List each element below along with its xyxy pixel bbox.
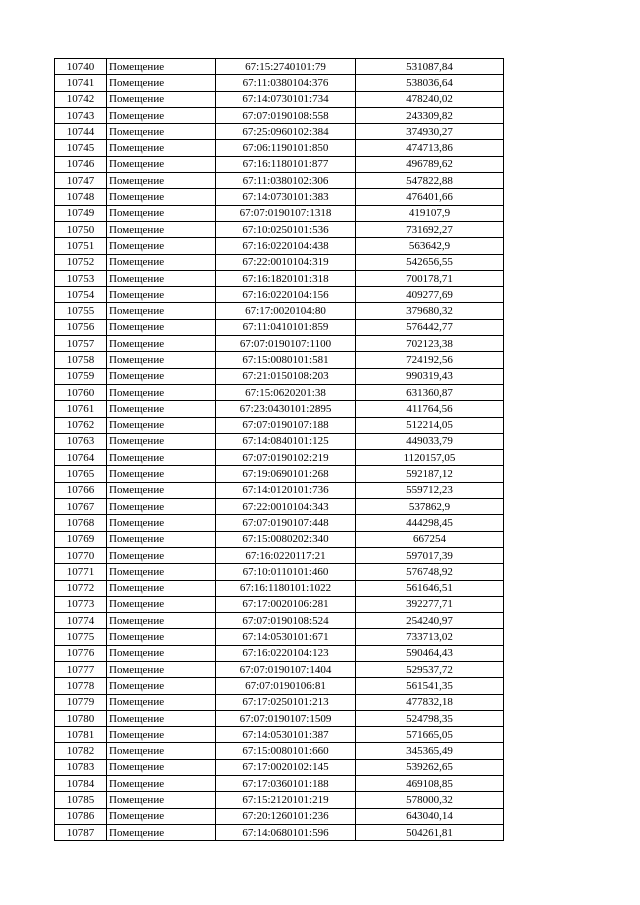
table-row — [55, 173, 504, 189]
cadastral-number-cell: 67:17:0250101:213 — [216, 694, 356, 710]
object-type-cell: Помещение — [107, 499, 216, 515]
cadastral-number-cell: 67:22:0010104:319 — [216, 254, 356, 270]
row-number-cell: 10775 — [55, 629, 107, 645]
object-type-cell: Помещение — [107, 205, 216, 221]
cadastral-number-cell: 67:14:0730101:383 — [216, 189, 356, 205]
table-row — [55, 776, 504, 792]
object-type-cell: Помещение — [107, 336, 216, 352]
row-number-cell: 10785 — [55, 792, 107, 808]
object-type-cell: Помещение — [107, 515, 216, 531]
table-row — [55, 238, 504, 254]
row-number-cell: 10756 — [55, 319, 107, 335]
table-row — [55, 808, 504, 824]
row-number-cell: 10758 — [55, 352, 107, 368]
table-body — [55, 59, 504, 841]
table-row — [55, 270, 504, 286]
row-number-cell: 10783 — [55, 759, 107, 775]
cadastral-value-cell: 477832,18 — [356, 694, 504, 710]
row-number-cell: 10762 — [55, 417, 107, 433]
row-number-cell: 10760 — [55, 384, 107, 400]
row-number-cell: 10759 — [55, 368, 107, 384]
object-type-cell: Помещение — [107, 743, 216, 759]
cadastral-number-cell: 67:07:0190107:1100 — [216, 336, 356, 352]
object-type-cell: Помещение — [107, 221, 216, 237]
table-row — [55, 759, 504, 775]
object-type-cell: Помещение — [107, 824, 216, 840]
row-number-cell: 10755 — [55, 303, 107, 319]
object-type-cell: Помещение — [107, 776, 216, 792]
cadastral-value-cell: 449033,79 — [356, 433, 504, 449]
row-number-cell: 10764 — [55, 450, 107, 466]
row-number-cell: 10782 — [55, 743, 107, 759]
cadastral-number-cell: 67:15:0080101:581 — [216, 352, 356, 368]
table-row — [55, 531, 504, 547]
object-type-cell: Помещение — [107, 759, 216, 775]
row-number-cell: 10773 — [55, 596, 107, 612]
table-row — [55, 221, 504, 237]
object-type-cell: Помещение — [107, 564, 216, 580]
cadastral-value-cell: 631360,87 — [356, 384, 504, 400]
cadastral-value-cell: 345365,49 — [356, 743, 504, 759]
object-type-cell: Помещение — [107, 531, 216, 547]
cadastral-number-cell: 67:17:0360101:188 — [216, 776, 356, 792]
row-number-cell: 10771 — [55, 564, 107, 580]
row-number-cell: 10772 — [55, 580, 107, 596]
cadastral-number-cell: 67:15:0080202:340 — [216, 531, 356, 547]
cadastral-number-cell: 67:11:0410101:859 — [216, 319, 356, 335]
cadastral-value-cell: 476401,66 — [356, 189, 504, 205]
cadastral-number-cell: 67:15:0620201:38 — [216, 384, 356, 400]
object-type-cell: Помещение — [107, 107, 216, 123]
table-row — [55, 352, 504, 368]
object-type-cell: Помещение — [107, 140, 216, 156]
cadastral-value-cell: 559712,23 — [356, 482, 504, 498]
cadastral-value-cell: 547822,88 — [356, 173, 504, 189]
cadastral-value-cell: 576748,92 — [356, 564, 504, 580]
table-row — [55, 613, 504, 629]
table-row — [55, 336, 504, 352]
cadastral-value-cell: 538036,64 — [356, 75, 504, 91]
cadastral-number-cell: 67:07:0190106:81 — [216, 678, 356, 694]
table-row — [55, 824, 504, 840]
cadastral-number-cell: 67:07:0190107:448 — [216, 515, 356, 531]
table-row — [55, 564, 504, 580]
object-type-cell: Помещение — [107, 629, 216, 645]
table-row — [55, 694, 504, 710]
table-row — [55, 59, 504, 75]
row-number-cell: 10753 — [55, 270, 107, 286]
row-number-cell: 10778 — [55, 678, 107, 694]
table-row — [55, 433, 504, 449]
table-row — [55, 743, 504, 759]
cadastral-value-cell: 512214,05 — [356, 417, 504, 433]
cadastral-value-cell: 563642,9 — [356, 238, 504, 254]
object-type-cell: Помещение — [107, 596, 216, 612]
cadastral-number-cell: 67:07:0190108:558 — [216, 107, 356, 123]
row-number-cell: 10761 — [55, 401, 107, 417]
cadastral-value-cell: 571665,05 — [356, 727, 504, 743]
cadastral-number-cell: 67:17:0020102:145 — [216, 759, 356, 775]
cadastral-value-cell: 561541,35 — [356, 678, 504, 694]
row-number-cell: 10768 — [55, 515, 107, 531]
cadastral-number-cell: 67:19:0690101:268 — [216, 466, 356, 482]
cadastral-value-cell: 419107,9 — [356, 205, 504, 221]
object-type-cell: Помещение — [107, 287, 216, 303]
cadastral-number-cell: 67:20:1260101:236 — [216, 808, 356, 824]
table-row — [55, 466, 504, 482]
table-row — [55, 450, 504, 466]
cadastral-value-cell: 700178,71 — [356, 270, 504, 286]
row-number-cell: 10752 — [55, 254, 107, 270]
cadastral-number-cell: 67:17:0020106:281 — [216, 596, 356, 612]
table-row — [55, 384, 504, 400]
row-number-cell: 10781 — [55, 727, 107, 743]
cadastral-number-cell: 67:06:1190101:850 — [216, 140, 356, 156]
object-type-cell: Помещение — [107, 661, 216, 677]
object-type-cell: Помещение — [107, 645, 216, 661]
table-row — [55, 75, 504, 91]
object-type-cell: Помещение — [107, 727, 216, 743]
table-row — [55, 401, 504, 417]
cadastral-value-cell: 392277,71 — [356, 596, 504, 612]
object-type-cell: Помещение — [107, 433, 216, 449]
cadastral-value-cell: 1120157,05 — [356, 450, 504, 466]
object-type-cell: Помещение — [107, 189, 216, 205]
object-type-cell: Помещение — [107, 156, 216, 172]
cadastral-number-cell: 67:21:0150108:203 — [216, 368, 356, 384]
cadastral-number-cell: 67:10:0250101:536 — [216, 221, 356, 237]
row-number-cell: 10754 — [55, 287, 107, 303]
row-number-cell: 10757 — [55, 336, 107, 352]
cadastral-value-cell: 590464,43 — [356, 645, 504, 661]
object-type-cell: Помещение — [107, 238, 216, 254]
table-row — [55, 661, 504, 677]
row-number-cell: 10784 — [55, 776, 107, 792]
cadastral-value-cell: 537862,9 — [356, 499, 504, 515]
object-type-cell: Помещение — [107, 613, 216, 629]
cadastral-value-cell: 733713,02 — [356, 629, 504, 645]
object-type-cell: Помещение — [107, 254, 216, 270]
table-row — [55, 515, 504, 531]
cadastral-number-cell: 67:16:1180101:1022 — [216, 580, 356, 596]
table-row — [55, 91, 504, 107]
cadastral-value-cell: 592187,12 — [356, 466, 504, 482]
object-type-cell: Помещение — [107, 75, 216, 91]
cadastral-number-cell: 67:07:0190108:524 — [216, 613, 356, 629]
table-row — [55, 140, 504, 156]
cadastral-value-cell: 990319,43 — [356, 368, 504, 384]
row-number-cell: 10776 — [55, 645, 107, 661]
cadastral-value-cell: 539262,65 — [356, 759, 504, 775]
row-number-cell: 10779 — [55, 694, 107, 710]
cadastral-number-cell: 67:17:0020104:80 — [216, 303, 356, 319]
object-type-cell: Помещение — [107, 368, 216, 384]
row-number-cell: 10742 — [55, 91, 107, 107]
row-number-cell: 10787 — [55, 824, 107, 840]
cadastral-number-cell: 67:14:0530101:671 — [216, 629, 356, 645]
object-type-cell: Помещение — [107, 792, 216, 808]
table-row — [55, 254, 504, 270]
table-row — [55, 205, 504, 221]
object-type-cell: Помещение — [107, 808, 216, 824]
cadastral-value-cell: 576442,77 — [356, 319, 504, 335]
object-type-cell: Помещение — [107, 450, 216, 466]
row-number-cell: 10747 — [55, 173, 107, 189]
cadastral-number-cell: 67:15:2740101:79 — [216, 59, 356, 75]
cadastral-value-cell: 411764,56 — [356, 401, 504, 417]
cadastral-value-cell: 724192,56 — [356, 352, 504, 368]
cadastral-value-cell: 702123,38 — [356, 336, 504, 352]
row-number-cell: 10770 — [55, 547, 107, 563]
cadastral-number-cell: 67:15:0080101:660 — [216, 743, 356, 759]
object-type-cell: Помещение — [107, 678, 216, 694]
cadastral-value-cell: 504261,81 — [356, 824, 504, 840]
object-type-cell: Помещение — [107, 580, 216, 596]
cadastral-number-cell: 67:07:0190102:219 — [216, 450, 356, 466]
row-number-cell: 10740 — [55, 59, 107, 75]
cadastral-value-cell: 667254 — [356, 531, 504, 547]
row-number-cell: 10751 — [55, 238, 107, 254]
row-number-cell: 10766 — [55, 482, 107, 498]
row-number-cell: 10763 — [55, 433, 107, 449]
object-type-cell: Помещение — [107, 124, 216, 140]
cadastral-value-cell: 524798,35 — [356, 710, 504, 726]
table-row — [55, 678, 504, 694]
object-type-cell: Помещение — [107, 352, 216, 368]
cadastral-value-cell: 374930,27 — [356, 124, 504, 140]
cadastral-number-cell: 67:16:1180101:877 — [216, 156, 356, 172]
table-row — [55, 124, 504, 140]
object-type-cell: Помещение — [107, 91, 216, 107]
table-row — [55, 727, 504, 743]
cadastral-number-cell: 67:14:0530101:387 — [216, 727, 356, 743]
object-type-cell: Помещение — [107, 547, 216, 563]
table-row — [55, 596, 504, 612]
row-number-cell: 10749 — [55, 205, 107, 221]
row-number-cell: 10743 — [55, 107, 107, 123]
cadastral-value-cell: 243309,82 — [356, 107, 504, 123]
cadastral-value-cell: 444298,45 — [356, 515, 504, 531]
row-number-cell: 10745 — [55, 140, 107, 156]
table-row — [55, 319, 504, 335]
row-number-cell: 10765 — [55, 466, 107, 482]
property-table — [54, 58, 504, 841]
cadastral-value-cell: 474713,86 — [356, 140, 504, 156]
row-number-cell: 10786 — [55, 808, 107, 824]
row-number-cell: 10744 — [55, 124, 107, 140]
cadastral-number-cell: 67:25:0960102:384 — [216, 124, 356, 140]
cadastral-number-cell: 67:15:2120101:219 — [216, 792, 356, 808]
row-number-cell: 10774 — [55, 613, 107, 629]
cadastral-number-cell: 67:23:0430101:2895 — [216, 401, 356, 417]
cadastral-number-cell: 67:14:0680101:596 — [216, 824, 356, 840]
table-row — [55, 499, 504, 515]
cadastral-value-cell: 254240,97 — [356, 613, 504, 629]
cadastral-value-cell: 478240,02 — [356, 91, 504, 107]
cadastral-value-cell: 496789,62 — [356, 156, 504, 172]
row-number-cell: 10780 — [55, 710, 107, 726]
cadastral-value-cell: 578000,32 — [356, 792, 504, 808]
cadastral-value-cell: 643040,14 — [356, 808, 504, 824]
table-row — [55, 629, 504, 645]
table-row — [55, 792, 504, 808]
table-row — [55, 287, 504, 303]
row-number-cell: 10746 — [55, 156, 107, 172]
object-type-cell: Помещение — [107, 466, 216, 482]
cadastral-number-cell: 67:16:0220104:156 — [216, 287, 356, 303]
table-row — [55, 156, 504, 172]
table-row — [55, 710, 504, 726]
cadastral-value-cell: 379680,32 — [356, 303, 504, 319]
object-type-cell: Помещение — [107, 401, 216, 417]
cadastral-value-cell: 561646,51 — [356, 580, 504, 596]
table-row — [55, 580, 504, 596]
cadastral-number-cell: 67:07:0190107:1318 — [216, 205, 356, 221]
object-type-cell: Помещение — [107, 694, 216, 710]
table-row — [55, 107, 504, 123]
row-number-cell: 10777 — [55, 661, 107, 677]
cadastral-number-cell: 67:07:0190107:188 — [216, 417, 356, 433]
object-type-cell: Помещение — [107, 384, 216, 400]
cadastral-value-cell: 731692,27 — [356, 221, 504, 237]
cadastral-value-cell: 597017,39 — [356, 547, 504, 563]
object-type-cell: Помещение — [107, 319, 216, 335]
cadastral-number-cell: 67:14:0840101:125 — [216, 433, 356, 449]
cadastral-number-cell: 67:07:0190107:1404 — [216, 661, 356, 677]
cadastral-number-cell: 67:14:0730101:734 — [216, 91, 356, 107]
table-row — [55, 547, 504, 563]
row-number-cell: 10741 — [55, 75, 107, 91]
cadastral-value-cell: 542656,55 — [356, 254, 504, 270]
cadastral-value-cell: 409277,69 — [356, 287, 504, 303]
cadastral-number-cell: 67:16:0220104:123 — [216, 645, 356, 661]
cadastral-number-cell: 67:14:0120101:736 — [216, 482, 356, 498]
cadastral-number-cell: 67:11:0380102:306 — [216, 173, 356, 189]
object-type-cell: Помещение — [107, 173, 216, 189]
row-number-cell: 10767 — [55, 499, 107, 515]
row-number-cell: 10748 — [55, 189, 107, 205]
cadastral-number-cell: 67:22:0010104:343 — [216, 499, 356, 515]
row-number-cell: 10750 — [55, 221, 107, 237]
table-row — [55, 645, 504, 661]
object-type-cell: Помещение — [107, 710, 216, 726]
cadastral-number-cell: 67:16:0220117:21 — [216, 547, 356, 563]
cadastral-number-cell: 67:16:0220104:438 — [216, 238, 356, 254]
row-number-cell: 10769 — [55, 531, 107, 547]
cadastral-number-cell: 67:10:0110101:460 — [216, 564, 356, 580]
cadastral-value-cell: 469108,85 — [356, 776, 504, 792]
cadastral-value-cell: 529537,72 — [356, 661, 504, 677]
table-row — [55, 482, 504, 498]
cadastral-number-cell: 67:07:0190107:1509 — [216, 710, 356, 726]
object-type-cell: Помещение — [107, 270, 216, 286]
cadastral-number-cell: 67:11:0380104:376 — [216, 75, 356, 91]
table-row — [55, 417, 504, 433]
object-type-cell: Помещение — [107, 303, 216, 319]
cadastral-number-cell: 67:16:1820101:318 — [216, 270, 356, 286]
table-row — [55, 303, 504, 319]
table-row — [55, 189, 504, 205]
cadastral-value-cell: 531087,84 — [356, 59, 504, 75]
object-type-cell: Помещение — [107, 417, 216, 433]
object-type-cell: Помещение — [107, 59, 216, 75]
table-row — [55, 368, 504, 384]
object-type-cell: Помещение — [107, 482, 216, 498]
